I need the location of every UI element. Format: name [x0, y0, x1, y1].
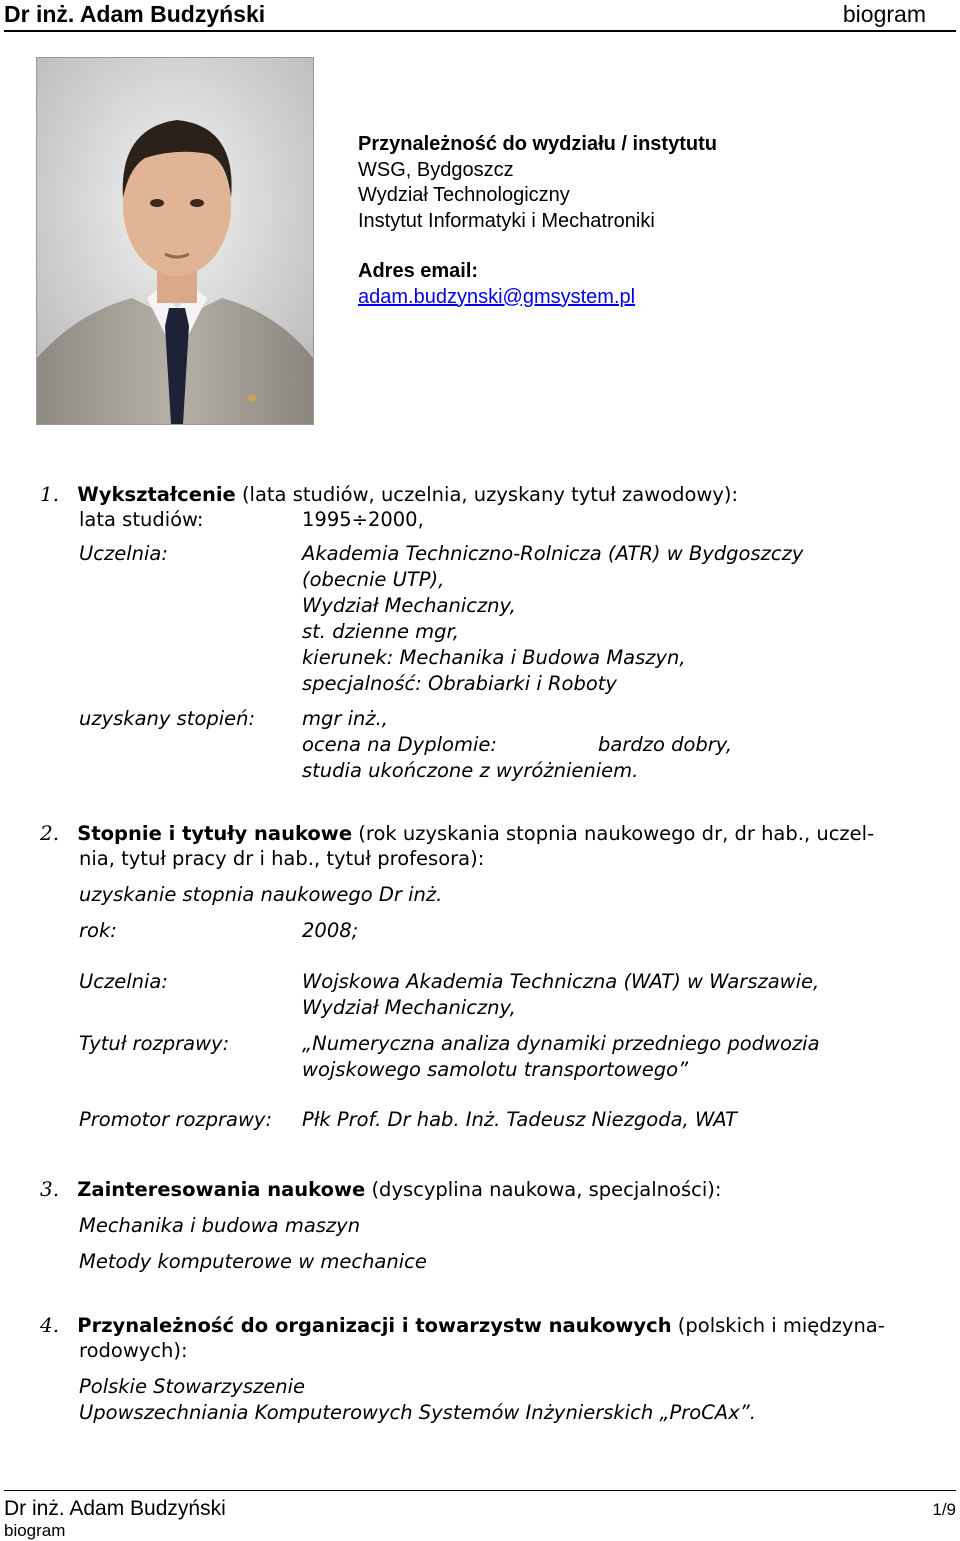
interest-item: Metody komputerowe w mechanice [79, 1250, 427, 1273]
section-number: 2. [40, 821, 60, 845]
uczelnia-line: Wydział Mechaniczny, [302, 594, 516, 617]
years-label: lata studiów: [79, 508, 204, 531]
section4-heading [40, 1312, 885, 1339]
uczelnia-line: Akademia Techniczno-Rolnicza (ATR) w Bydgoszczy [302, 542, 804, 565]
rok-label: rok: [79, 919, 117, 942]
promotor-label: Promotor rozprawy: [79, 1108, 273, 1131]
section-number: 3. [40, 1177, 60, 1201]
ocena-label: ocena na Dyplomie: [302, 733, 497, 756]
uczelnia-line: kierunek: Mechanika i Budowa Maszyn, [302, 646, 686, 669]
tytul-label: Tytuł rozprawy: [79, 1032, 230, 1055]
section-title: Wykształcenie [77, 483, 236, 506]
section-title: Zainteresowania naukowe [77, 1178, 366, 1201]
organization-line: Polskie Stowarzyszenie [79, 1375, 305, 1398]
section1-heading [40, 481, 738, 508]
wyroznienie-text: studia ukończone z wyróżnieniem. [302, 759, 639, 782]
tytul-line: wojskowego samolotu transportowego” [302, 1058, 689, 1081]
section-subtitle-cont: nia, tytuł pracy dr i hab., tytuł profesora): [79, 847, 485, 870]
section2-heading [40, 820, 874, 847]
page-number: 1/9 [932, 1500, 956, 1519]
uczelnia-label: Uczelnia: [79, 542, 168, 565]
footer-doc-type: biogram [4, 1521, 66, 1540]
rok-value: 2008; [302, 919, 359, 942]
header-doc-type: biogram [842, 1, 926, 27]
section3-heading [40, 1176, 721, 1203]
section-subtitle: (polskich i międzyna- [677, 1314, 885, 1337]
uczelnia-line: st. dzienne mgr, [302, 620, 459, 643]
section-title: Stopnie i tytuły naukowe [77, 822, 353, 845]
portrait-photo [36, 57, 314, 425]
section-subtitle-cont: rodowych): [79, 1339, 188, 1362]
affiliation-block [358, 132, 717, 310]
uczelnia-details [302, 541, 803, 697]
uczelnia-line: specjalność: Obrabiarki i Roboty [302, 672, 617, 695]
uczelnia-line: Wojskowa Akademia Techniczna (WAT) w Warszawie, [302, 970, 820, 993]
uczelnia-line: (obecnie UTP), [302, 568, 445, 591]
promotor-value: Płk Prof. Dr hab. Inż. Tadeusz Niezgoda, WAT [302, 1108, 738, 1131]
stopien-label: uzyskany stopień: [79, 707, 256, 730]
section-subtitle: (dyscyplina naukowa, specjalności): [371, 1178, 722, 1201]
affiliation-line: Wydział Technologiczny [358, 184, 570, 206]
affiliation-line: WSG, Bydgoszcz [358, 158, 514, 181]
ocena-value: bardzo dobry, [598, 733, 733, 756]
section-subtitle: (lata studiów, uczelnia, uzyskany tytuł zawodowy): [241, 483, 739, 506]
interest-item: Mechanika i budowa maszyn [79, 1214, 361, 1237]
tytul-line: „Numeryczna analiza dynamiki przedniego podwozia [302, 1032, 820, 1055]
affiliation-line: Instytut Informatyki i Mechatroniki [358, 209, 655, 232]
organization-line: Upowszechniania Komputerowych Systemów Inżynierskich „ProCAx”. [79, 1401, 756, 1424]
degree-line: uzyskanie stopnia naukowego Dr inż. [79, 883, 443, 906]
section-number: 1. [40, 482, 60, 506]
section-subtitle: (rok uzyskania stopnia naukowego dr, dr hab., uczel- [358, 822, 875, 845]
email-label: Adres email: [358, 260, 479, 282]
years-value: 1995÷2000, [302, 508, 424, 531]
email-link[interactable]: adam.budzynski@gmsystem.pl [358, 285, 636, 308]
header-author: Dr inż. Adam Budzyński [4, 1, 266, 27]
section-title: Przynależność do organizacji i towarzystw naukowych [77, 1314, 672, 1337]
section-number: 4. [40, 1313, 60, 1337]
affiliation-heading: Przynależność do wydziału / instytutu [358, 133, 717, 155]
footer-divider [4, 1490, 956, 1491]
footer-author: Dr inż. Adam Budzyński [4, 1497, 226, 1520]
uczelnia-label: Uczelnia: [79, 970, 168, 993]
stopien-value: mgr inż., [302, 707, 388, 730]
uczelnia-line: Wydział Mechaniczny, [302, 996, 516, 1019]
page-header [4, 0, 956, 32]
